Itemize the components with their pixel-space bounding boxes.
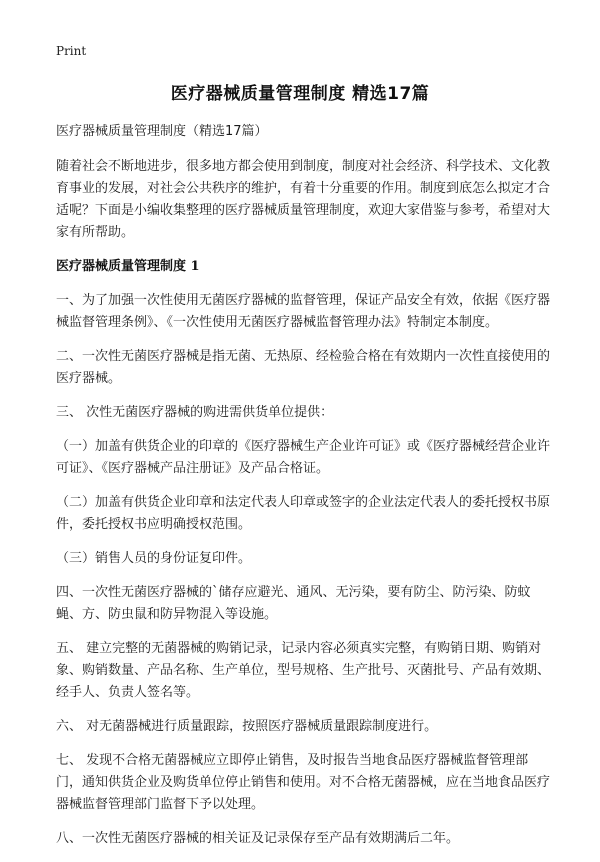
- paragraph-1: 一、为了加强一次性使用无菌医疗器械的监督管理，保证产品安全有效，依据《医疗器械监督管理条例》、《一次性使用无菌医疗器械监督管理办法》特制定本制度。: [56, 293, 551, 330]
- paragraph-8: 五、 建立完整的无菌器械的购销记录，记录内容必须真实完整，有购销日期、购销对象、购销数量、产品名称、生产单位，型号规格、生产批号、灭菌批号、产品有效期、经手人、负责人签名等。: [56, 641, 551, 700]
- document-subtitle: 医疗器械质量管理制度（精选17篇）: [56, 124, 268, 139]
- paragraph-4: （一）加盖有供货企业的印章的《医疗器械生产企业许可证》或《医疗器械经营企业许可证》、《医疗器械产品注册证》及产品合格证。: [56, 439, 551, 476]
- intro-paragraph: 随着社会不断地进步，很多地方都会使用到制度，制度对社会经济、科学技术、文化教育事业的发展，对社会公共秩序的维护，有着十分重要的作用。制度到底怎么拟定才合适呢？下面是小编收集整理的医疗器械质量管理制度，欢迎大家借鉴与参考，希望对大家有所帮助。: [56, 159, 551, 240]
- paragraph-10: 七、 发现不合格无菌器械应立即停止销售，及时报告当地食品医疗器械监督管理部门，通知供货企业及购货单位停止销售和使用。对不合格无菌器械，应在当地食品医疗器械监督管理部门监督下予以处理。: [56, 753, 551, 812]
- page-title: 医疗器械质量管理制度 精选17篇: [170, 84, 430, 104]
- paragraph-7: 四、一次性无菌医疗器械的`储存应避光、通风、无污染，要有防尘、防污染、防蚊蝇、方、防虫鼠和防异物混入等设施。: [56, 585, 531, 622]
- paragraph-9: 六、 对无菌器械进行质量跟踪，按照医疗器械质量跟踪制度进行。: [56, 719, 438, 734]
- paragraph-6: （三）销售人员的身份证复印件。: [56, 551, 252, 566]
- paragraph-5: （二）加盖有供货企业印章和法定代表人印章或签字的企业法定代表人的委托授权书原件，委托授权书应明确授权范围。: [56, 495, 551, 532]
- print-link[interactable]: Print: [56, 44, 87, 58]
- paragraph-2: 二、一次性无菌医疗器械是指无菌、无热原、经检验合格在有效期内一次性直接使用的医疗器械。: [56, 349, 551, 386]
- paragraph-11: 八、一次性无菌医疗器械的相关证及记录保存至产品有效期满后二年。: [56, 831, 460, 846]
- paragraph-3: 三、 次性无菌医疗器械的购进需供货单位提供：: [56, 405, 334, 420]
- section-heading: 医疗器械质量管理制度 1: [56, 259, 200, 274]
- document-body: [56, 121, 550, 862]
